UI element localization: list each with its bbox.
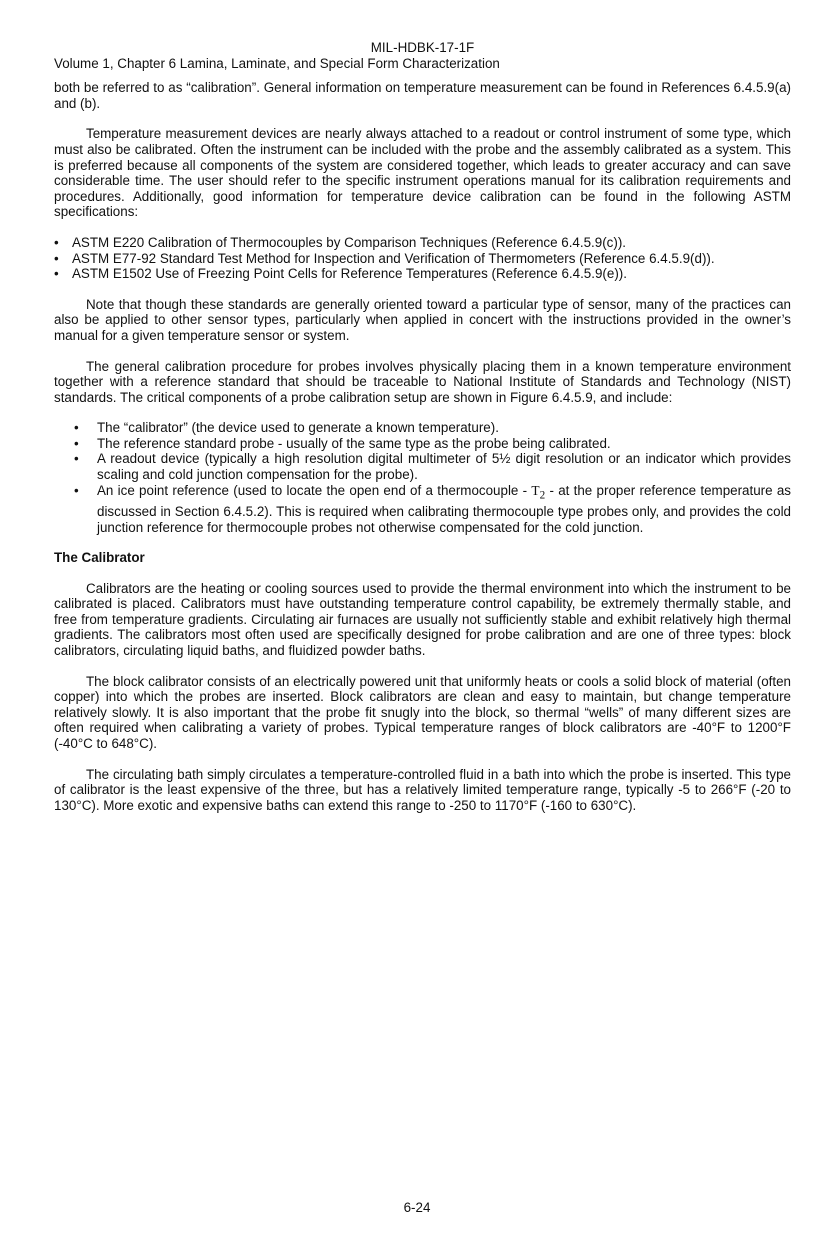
- paragraph-general-procedure: The general calibration procedure for probes involves physically placing them in a known temperature environment together with a reference standard that should be traceable to National Institute of Standards and Technology (NIST) standards. The critical components of a probe calibration setup are shown in Figure 6.4.5.9, and include:: [54, 358, 791, 405]
- astm-spec-list: [54, 235, 791, 282]
- list-item: • ASTM E77-92 Standard Test Method for Inspection and Verification of Thermometers (Reference 6.4.5.9(d)).: [54, 251, 791, 267]
- calibration-components-list: [54, 420, 791, 535]
- t2-symbol: $T_2$: [531, 482, 546, 502]
- ice-point-text-start: An ice point reference (used to locate the open end of a thermocouple -: [97, 482, 532, 498]
- list-item: • ASTM E1502 Use of Freezing Point Cells for Reference Temperatures (Reference 6.4.5.9(e)).: [54, 266, 791, 282]
- document-id-header: MIL-HDBK-17-1F: [370, 40, 475, 55]
- list-item: • ASTM E220 Calibration of Thermocouples by Comparison Techniques (Reference 6.4.5.9(c)).: [54, 235, 791, 251]
- list-item: • The reference standard probe - usually of the same type as the probe being calibrated.: [74, 436, 791, 452]
- paragraph-block-calibrator: The block calibrator consists of an electrically powered unit that uniformly heats or cools a solid block of material (often copper) into which the probes are inserted. Block calibrators are clean and easy to maintain, but change temperature relatively slowly. It is also important that the probe fit snugly into the block, so thermal “wells” of many different sizes are often required when calibrating a variety of probes. Typical temperature ranges of block calibrators are -40°F to 1200°F (-40°C to 648°C).: [54, 673, 791, 752]
- document-page: [54, 40, 791, 813]
- ice-point-text-end: - at the proper reference temperature as discussed in Section 6.4.5.2). This is required when calibrating thermocouple type probes only, and provides the cold junction reference for thermocouple probes not otherwise compensated for the cold junction.: [97, 482, 792, 535]
- paragraph-standards-note: Note that though these standards are generally oriented toward a particular type of sensor, many of the practices can also be applied to other sensor types, particularly when applied in concert with the instructions provided in the owner’s manual for a given temperature sensor or system.: [54, 296, 791, 343]
- list-item: • A readout device (typically a high resolution digital multimeter of 5½ digit resolution or an indicator which provides scaling and cold junction compensation for the probe).: [74, 451, 791, 482]
- list-item: [74, 483, 791, 535]
- paragraph-calibrators: Calibrators are the heating or cooling sources used to provide the thermal environment into which the instrument to be calibrated is placed. Calibrators must have outstanding temperature control capability, be extremely thermally stable, and free from temperature gradients. Circulating air furnaces are usually not sufficiently stable and exhibit relatively high thermal gradients. The calibrators most often used are specifically designed for probe calibration and are one of three types: block calibrators, circulating liquid baths, and fluidized powder baths.: [54, 580, 791, 659]
- paragraph-circulating-bath: The circulating bath simply circulates a temperature-controlled fluid in a bath into which the probe is inserted. This type of calibrator is the least expensive of the three, but has a relatively limited temperature range, typically -5 to 266°F (-20 to 130°C). More exotic and expensive baths can extend this range to -250 to 1170°F (-160 to 630°C).: [54, 766, 791, 813]
- list-item: • The “calibrator” (the device used to generate a known temperature).: [74, 420, 791, 436]
- paragraph-readout-instruments: Temperature measurement devices are nearly always attached to a readout or control instrument of some type, which must also be calibrated. Often the instrument can be included with the probe and the assembly calibrated as a system. This is preferred because all components of the system are considered together, which leads to greater accuracy and can save considerable time. The user should refer to the specific instrument operations manual for its calibration requirements and procedures. Additionally, good information for temperature device calibration can be found in the following ASTM specifications:: [54, 126, 791, 220]
- page-number: 6-24: [403, 1200, 431, 1215]
- section-heading-the-calibrator: The Calibrator: [54, 550, 145, 566]
- chapter-header: Volume 1, Chapter 6 Lamina, Laminate, and Special Form Characterization: [54, 55, 500, 71]
- paragraph-calibration-intro: both be referred to as “calibration”. General information on temperature measurement can be found in References 6.4.5.9(a) and (b).: [54, 80, 791, 111]
